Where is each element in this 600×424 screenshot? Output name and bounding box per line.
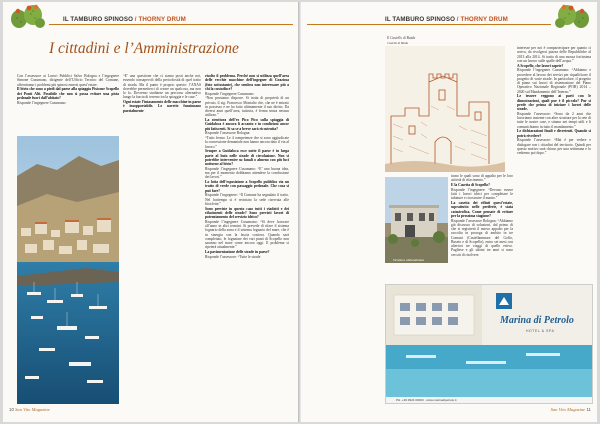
question: La struttura dell’ex Pico Pico sulla spiaggia di Guidaloca è ancora lì accanto e in condizioni ancor più fatiscenti. Si sa se a breve sarà ricostruita?	[205, 118, 289, 131]
cactus-icon	[9, 3, 47, 29]
paragraph: Risponde l’ingegnere Cusumano: “E’ una buona idea, ma per il momento dobbiamo attendere la conclusione dei lavori.”	[205, 166, 289, 180]
question: Sono previste in questo caso tutti i viadotti e dei rifacimenti delle strade? Sono previsti lavori di potenziamento del servizio idrico?	[205, 206, 289, 219]
header-separator: /	[132, 16, 139, 23]
photo-caption: Il Castello di Baida	[387, 36, 416, 40]
question: E la Casetta di Scopello?	[451, 183, 490, 187]
paragraph: Risponde l’ingegnere Cusumano:	[205, 91, 255, 96]
ad-contact: PH. +39 0924 00000 · www.marinadipetrolo.it	[396, 398, 457, 402]
question: Il bivio che sono a piedi dal paese alla spiaggia Pisicone Scopello dei Ponti Alti. Possibile che non si possa evitare una pista pedonale fuori dall’abitato?	[17, 87, 119, 100]
ad-brand: Marina di Petrolo	[500, 315, 574, 326]
question: Sempre a Guidaloca esce notte il paese è in larga parte al buio nelle strade di circolazione. Non si potrebbe intervenire su fanali o almeno con più luci notturne al bivio?	[205, 149, 289, 166]
page-header	[301, 2, 597, 30]
paragraph: “Tutto fermo. Le 4 competenze che si sono aggiudicate la concessione demaniale non hanno ancora dato il via al lavoro.”	[205, 136, 289, 149]
question: La casetta dei rifiuti quest’estate, soprattutto nelle periferie, è stata catastrofica. Come pensate di evitare per la prossima stagione?	[451, 201, 513, 218]
paragraph: Risponde l’assessore: “Tutte le strade	[205, 254, 261, 259]
left-page	[3, 2, 299, 422]
page-title: I cittadini e l’Amministrazione	[49, 40, 239, 57]
question: Le tessere veggono ai parti con le dimostrazioni, quali pur è il piccolo? Pur si perde che prima di iniziare i lavori delle strade.	[517, 94, 591, 111]
paragraph: Risponde l’ingegnere: “Devono essere fatti i lavori idrici per completare le tubature e ricostruire il manto.”	[451, 187, 513, 201]
paragraph: Risponde l’assessore Bologna: “Abbiamo già discusso di soluzioni, dal primo di che si registrerà il nuovo appalto per la raccolta in proroga di ambito in tre Comuni (Castellammare del Golfo, Buseto e di Scopello), entro sei mesi con ulteriori tre viaggi di quello estivo. Pugliese e gli ultimi tre anni si sono cercati di risolvere.	[451, 218, 513, 257]
magazine-name: IL TAMBURO SPINOSO	[385, 16, 455, 23]
ad-subtitle: HOTEL & SPA	[526, 329, 555, 333]
paragraph: Risponde l’ingegnere Cusumano: “Abbiamo e procedere al lavoro dei servizi per riqualificare il progetto di varie strade. In particolare, il progetto di piano sui lavori di sistemazione del Piano Operativo Nazionale Regionale (POR) 2014 – 2020 sul Mandamento dell’Interno.”	[517, 68, 591, 94]
building-caption: Struttura abbandonata	[393, 258, 424, 262]
magazine-signature: San Vito Magazine	[550, 407, 586, 412]
question: La pavimentazione delle strade in paese?	[205, 250, 270, 254]
paragraph: “Non possiamo disporre. Si tratta di proprietà di un privato, il sig. Francesco Montalto che, che ne è entrato in possesso e ne ha fatto ultimamente il suo diritto. Da diversi anni quell’area, tuttavia, è ferma senza nessun utilizzo.”	[205, 96, 289, 118]
article-column-2	[123, 74, 201, 406]
article-column-1	[17, 74, 119, 132]
question: A Scopello, che lavori sapete?	[517, 63, 564, 68]
paragraph: Risponde l’assessore: “Mai è per vedere e dialogare con i cittadini del territorio. Quindi per questo motivo sarà chiuso per una settimana e lo vedremo poi dopo.”	[517, 138, 591, 155]
hotel-advertisement[interactable]	[385, 284, 593, 404]
paragraph: “E’ una questione che ci siamo posti anche noi, essendo consapevoli della pericolosità di quel tratto di strada. Ma il punto è proprio questo: l’ANAS dovrebbe permetterci di creare un qualcosa, ma non lo fa. Dovremo studiarne un percorso alternativo lungo la fascia di terreno tra la spiaggia e le case.”	[123, 74, 201, 100]
magazine-name: IL TAMBURO SPINOSO	[63, 16, 133, 23]
header-rule	[49, 24, 293, 25]
magazine-header	[385, 16, 508, 23]
question: risolto il problema. Perché non si utilizza quell’area delle vecchie macchine dell’ingegner di Graziosa (foto sottostante), che sembra non interessare più a chi la custodisce?	[205, 74, 289, 91]
page-folio	[551, 407, 591, 412]
harbor-photo	[17, 136, 119, 404]
question: Le dichiarazioni finali e divertenti. Quando si potrà rivedere?	[517, 129, 591, 138]
section-name: THORNY DRUM	[460, 16, 508, 23]
page-header	[3, 2, 299, 30]
paragraph: Con l’assessore ai Lavori Pubblici Salvo Bologna e l’ingegnere Simone Cusumano, dirigente dell’Ufficio Tecnico del Comune, affrontiamo i problemi più spinosi emersi quest’estate.	[17, 74, 119, 87]
page-number: 11	[586, 407, 591, 412]
paragraph: Risponde l’ingegnere Cusumano:	[17, 100, 67, 105]
section-name: THORNY DRUM	[138, 16, 186, 23]
article-column-3	[205, 74, 289, 406]
article-column-2	[451, 174, 513, 280]
question: Lo lotta dell’esposizione a Scopello pubblico via un tratto di verde con passaggio pedonale. Che cosa si può fare?	[205, 180, 289, 193]
paragraph: interesse per noi è compartecipare per quanto ci arriva, da rivolgersi piazza delle Repubbliche al 2013 alla 2014. Si tratta di una mossa fortissima con un lavoro sulle spalle dell’acqua.”	[517, 46, 591, 63]
photo-credit: Castello di Baida	[387, 41, 408, 45]
header-rule	[307, 24, 551, 25]
paragraph: Risponde l’ingegnere: “Il Comune ha segnalato il tratto. Nel frattempo si è recintato la sede riservata alle biciclette.”	[205, 193, 289, 206]
header-separator: /	[454, 16, 461, 23]
abandoned-building-photo	[385, 177, 448, 263]
cactus-icon	[553, 3, 591, 29]
ad-artwork	[386, 285, 593, 404]
paragraph: Risponde l’assessore: “Sono da 2 anni che lavoriamo insieme con altre strutture per la rete di tutte le nostre case, e stiamo nei tempi utili e li comunichiamo in tutto il mandamento.”	[517, 111, 591, 129]
question: Ogni estate l’intasamento delle macchine in paese è insopportabile. Le navette funzionano parzialmente	[123, 100, 201, 113]
paragraph: Risponde l’ingegnere Cusumano: “Sì deve lavorare all’anno in altri termini. Si prevede di rifare il sistema fognario della zona e il sistema fognario del mare, che è in sinergia con la fascia costiera. Quando sarà completato, le fognature dei vari punti di Scopello non saranno nel mare come ancora oggi. Il problema si ripeterà attualmente.”	[205, 219, 289, 250]
castle-drawing	[385, 46, 505, 172]
paragraph: turno le quali sono di appalto per le loro attività di rifacimento.”	[451, 174, 513, 183]
page-number: 10	[9, 407, 14, 412]
magazine-signature: San Vito Magazine	[15, 407, 50, 412]
article-column-3	[517, 46, 591, 280]
right-page	[301, 2, 597, 422]
paragraph: Risponde l’assessore Bologna:	[205, 131, 251, 136]
magazine-header	[63, 16, 186, 23]
page-folio	[9, 407, 50, 412]
